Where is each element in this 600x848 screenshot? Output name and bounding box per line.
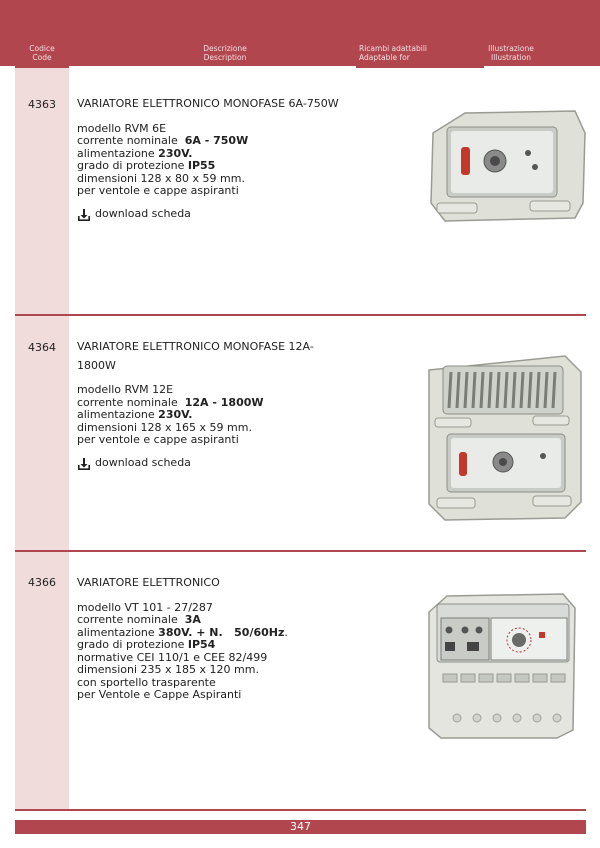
product-use: per ventole e cappe aspiranti xyxy=(77,184,239,197)
header-spare-it: Ricambi adattabili xyxy=(359,44,427,53)
header-desc-it: Descrizione xyxy=(203,44,247,53)
header-spare-en: Adaptable for xyxy=(359,53,410,62)
header-code xyxy=(15,44,69,62)
product-description xyxy=(77,341,377,471)
product-protection: grado di protezione IP55 xyxy=(77,159,216,172)
header-illus-it: Illustrazione xyxy=(488,44,534,53)
header-desc-en: Description xyxy=(203,53,247,62)
row-divider xyxy=(15,550,586,552)
product-current: corrente nominale 6A - 750W xyxy=(77,134,249,147)
product-protection: grado di protezione IP54 xyxy=(77,638,216,651)
product-dimensions: dimensioni 128 x 80 x 59 mm. xyxy=(77,171,245,185)
product-title-cont: 1800W xyxy=(77,358,116,372)
product-use: per Ventole e Cappe Aspiranti xyxy=(77,688,242,701)
page-number: 347 xyxy=(290,820,311,833)
product-description xyxy=(77,577,397,702)
product-norms: normative CEI 110/1 e CEE 82/499 xyxy=(77,650,268,664)
product-dimensions: dimensioni 235 x 185 x 120 mm. xyxy=(77,663,259,676)
product-extra: con sportello trasparente xyxy=(77,675,216,689)
download-link[interactable] xyxy=(77,457,377,471)
header-illustration xyxy=(466,44,556,62)
product-model: modello RVM 12E xyxy=(77,383,174,396)
product-supply: alimentazione 230V. xyxy=(77,408,193,421)
product-use: per ventole e cappe aspiranti xyxy=(77,433,239,446)
product-image-vt101 xyxy=(427,590,577,740)
download-label: download scheda xyxy=(95,456,191,470)
header-underline xyxy=(356,66,484,68)
product-image-rvm6e xyxy=(425,103,590,228)
product-supply: alimentazione 230V. xyxy=(77,146,193,160)
product-title: VARIATORE ELETTRONICO MONOFASE 6A-750W xyxy=(77,97,339,110)
download-icon xyxy=(77,208,91,222)
product-code: 4366 xyxy=(28,576,56,589)
code-column-bg xyxy=(15,552,69,810)
product-code: 4363 xyxy=(28,98,56,111)
product-supply: alimentazione 380V. + N. 50/60Hz. xyxy=(77,625,288,639)
row-divider xyxy=(15,809,586,811)
product-title: VARIATORE ELETTRONICO xyxy=(77,576,220,589)
product-description xyxy=(77,98,377,222)
header-illus-en: Illustration xyxy=(490,53,532,62)
download-icon xyxy=(77,457,91,471)
product-code: 4364 xyxy=(28,341,56,354)
product-dimensions: dimensioni 128 x 165 x 59 mm. xyxy=(77,420,252,434)
product-image-rvm12e xyxy=(425,352,587,522)
header-code-en: Code xyxy=(32,53,52,62)
header-code-it: Codice xyxy=(29,44,55,53)
product-model: modello RVM 6E xyxy=(77,121,167,135)
page-footer xyxy=(15,820,586,834)
row-divider xyxy=(15,314,586,316)
table-header xyxy=(0,0,600,66)
product-model: modello VT 101 - 27/287 xyxy=(77,600,213,614)
header-description xyxy=(150,44,300,62)
product-current: corrente nominale 12A - 1800W xyxy=(77,395,264,409)
product-title: VARIATORE ELETTRONICO MONOFASE 12A- xyxy=(77,340,314,353)
download-label: download scheda xyxy=(95,207,191,221)
product-current: corrente nominale 3A xyxy=(77,613,201,626)
download-link[interactable] xyxy=(77,208,377,222)
header-adaptable xyxy=(359,44,449,62)
